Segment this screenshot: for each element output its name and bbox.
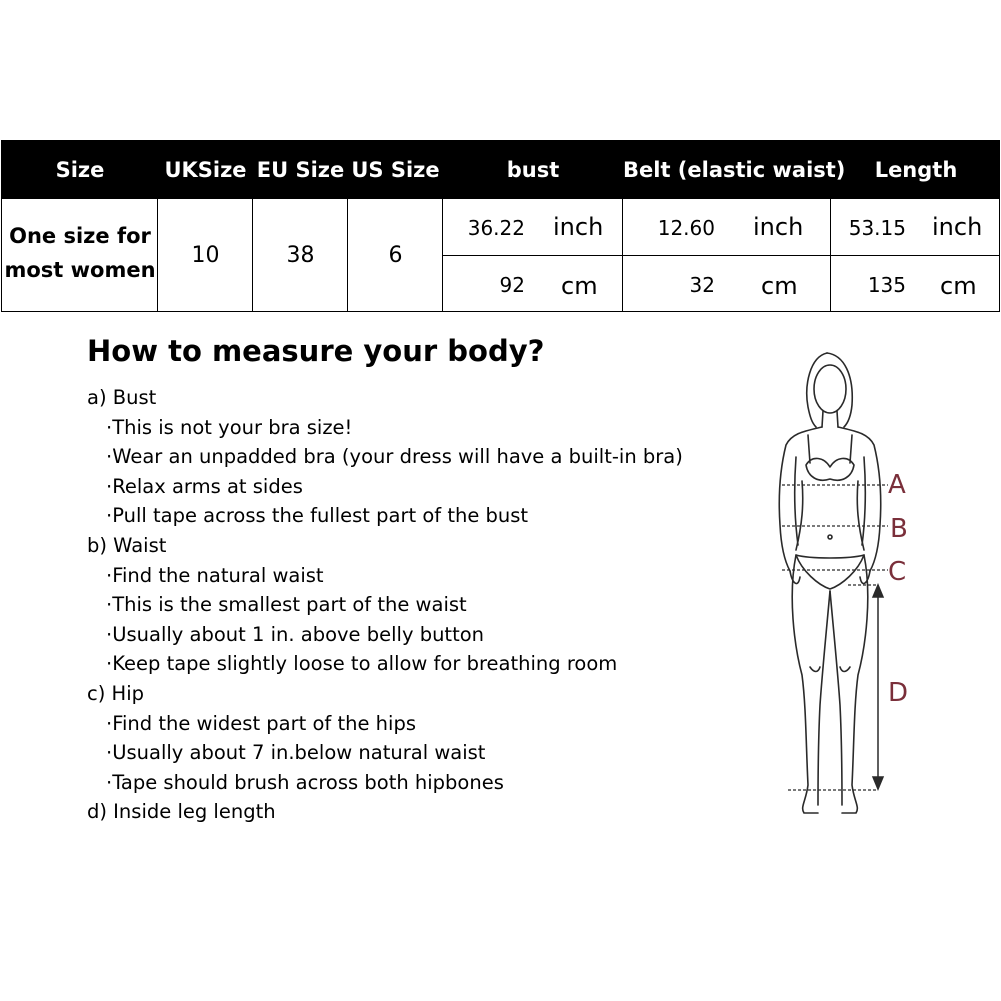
header-bust: bust: [506, 158, 560, 182]
size-table: [1, 140, 1000, 312]
list-item: ·Find the natural waist: [106, 563, 324, 587]
belt-cm-unit: cm: [761, 272, 798, 300]
list-item: ·Usually about 1 in. above belly button: [106, 622, 485, 646]
bust-inch-unit: inch: [553, 213, 604, 241]
figure-label-a: A: [888, 470, 906, 500]
header-size: Size: [55, 158, 105, 182]
body-measurement-figure: [760, 345, 960, 835]
list-item: ·Wear an unpadded bra (your dress will have a built-in bra): [106, 445, 683, 469]
size-label: [2, 219, 158, 287]
list-item: ·Tape should brush across both hipbones: [106, 770, 504, 794]
list-item: ·Find the widest part of the hips: [106, 711, 416, 735]
bust-cm-unit: cm: [561, 272, 598, 300]
eu-size-value: 38: [286, 243, 315, 268]
us-size-value: 6: [388, 243, 403, 268]
section-heading-hip: c) Hip: [87, 681, 144, 705]
table-row: [2, 199, 999, 311]
table-header-row: [2, 141, 999, 199]
list-item: ·This is the smallest part of the waist: [106, 593, 467, 617]
measurement-instructions: [87, 383, 727, 827]
header-us-size: US Size: [351, 158, 440, 182]
list-item: ·Keep tape slightly loose to allow for breathing room: [106, 652, 618, 676]
header-belt: Belt (elastic waist): [623, 158, 846, 182]
section-heading-bust: a) Bust: [87, 386, 157, 409]
length-inch-unit: inch: [932, 213, 983, 241]
section-heading-waist: b) Waist: [87, 533, 167, 557]
figure-label-c: C: [888, 557, 907, 587]
row-divider: [443, 255, 1000, 256]
list-item: ·Pull tape across the fullest part of the bust: [106, 504, 529, 528]
list-item: ·This is not your bra size!: [106, 415, 353, 439]
belt-cm-value: 32: [689, 273, 715, 297]
header-uk-size: UKSize: [164, 158, 247, 182]
belt-inch-value: 12.60: [657, 216, 715, 240]
header-length: Length: [874, 158, 958, 182]
bust-cm-value: 92: [499, 273, 525, 297]
header-eu-size: EU Size: [256, 158, 345, 182]
length-cm-value: 135: [867, 273, 906, 297]
length-inch-value: 53.15: [848, 216, 906, 240]
belt-inch-unit: inch: [753, 213, 804, 241]
size-label-line: most women: [4, 258, 156, 282]
figure-label-b: B: [890, 514, 908, 544]
section-heading-inside-leg: d) Inside leg length: [87, 800, 276, 824]
size-label-line: One size for: [9, 224, 151, 248]
list-item: ·Relax arms at sides: [106, 474, 303, 498]
page-title: How to measure your body?: [87, 334, 545, 368]
figure-letters: [760, 345, 960, 835]
length-cm-unit: cm: [940, 272, 977, 300]
bust-inch-value: 36.22: [467, 216, 525, 240]
uk-size-value: 10: [191, 243, 220, 268]
list-item: ·Usually about 7 in.below natural waist: [106, 741, 486, 765]
figure-label-d: D: [888, 678, 909, 708]
